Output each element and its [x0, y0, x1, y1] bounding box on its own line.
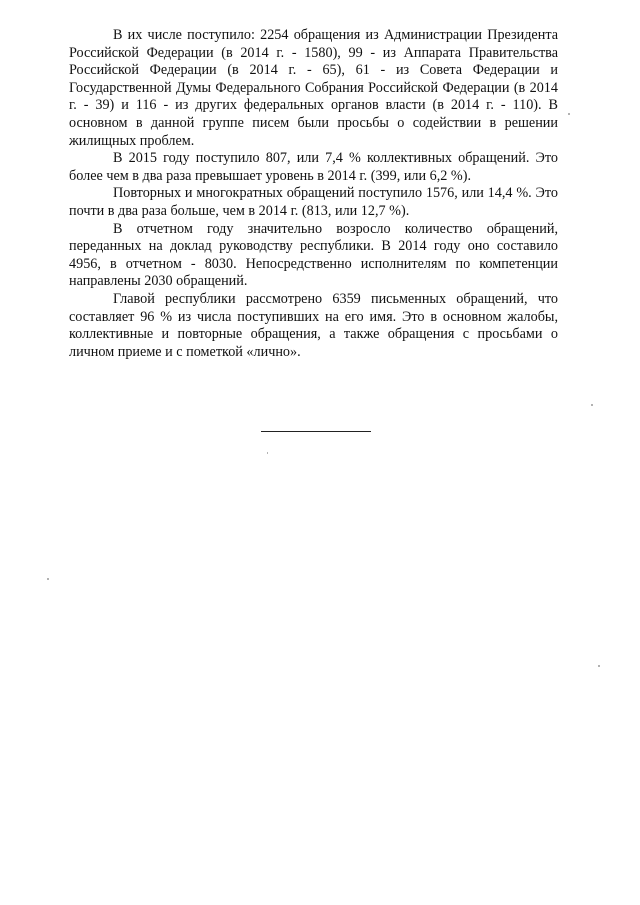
paragraph-repeated-appeals: Повторных и многократных обращений поступило 1576, или 14,4 %. Это почти в два раза больше, чем в 2014 г. (813, или 12,7 %). [69, 185, 558, 219]
scan-speck [267, 452, 268, 454]
paragraph-head-of-republic: Главой республики рассмотрено 6359 письменных обращений, что составляет 96 % из числа поступивших на его имя. Это в основном жалобы, коллективные и повторные обращения, а также обращения с просьбами о личном приеме и с пометкой «лично». [69, 290, 558, 360]
paragraph-appeals-sources: В их числе поступило: 2254 обращения из Администрации Президента Российской Федерации (в 2014 г. - 1580), 99 - из Аппарата Правительства Российской Федерации (в 2014 г. - 65), 61 - из Совета Федерации и Государственной Думы Федерального Собрания Российской Федерации (в 2014 г. - 39) и 116 - из других федеральных органов власти (в 2014 г. - 110). В основном в данной группе писем были просьбы о содействии в решении жилищных проблем. [69, 27, 558, 149]
paragraph-collective-appeals: В 2015 году поступило 807, или 7,4 % коллективных обращений. Это более чем в два раза превышает уровень в 2014 г. (399, или 6,2 %). [69, 150, 558, 184]
scan-speck [591, 404, 593, 406]
document-body [69, 27, 558, 361]
scan-speck [568, 113, 570, 115]
paragraph-leadership-reports: В отчетном году значительно возросло количество обращений, переданных на доклад руководству республики. В 2014 году оно составило 4956, в отчетном - 8030. Непосредственно исполнителям по компетенции направлены 2030 обращений. [69, 220, 558, 290]
scan-speck [47, 578, 49, 580]
scan-speck [598, 665, 600, 667]
end-divider-line [261, 431, 371, 432]
